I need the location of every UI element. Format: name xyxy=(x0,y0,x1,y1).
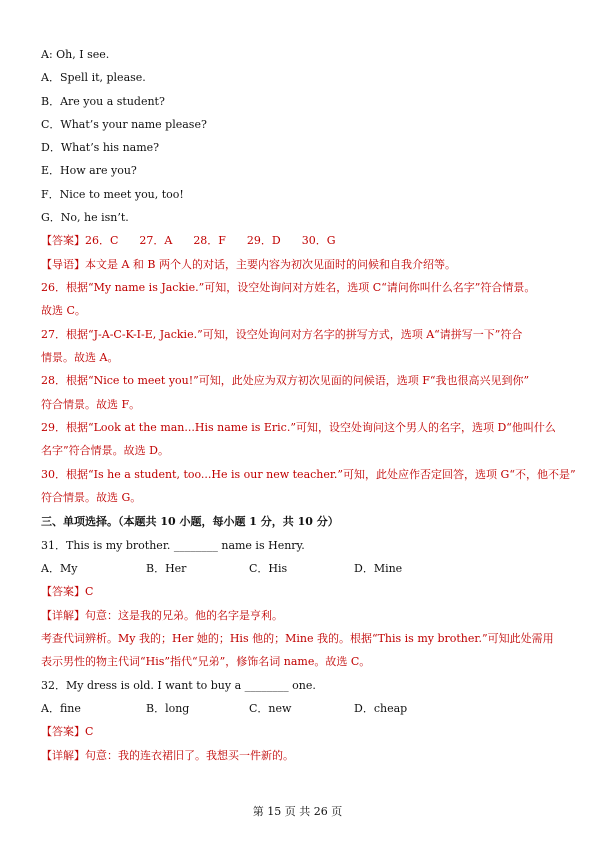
answer-line: 【答案】26．C 27．A 28．F 29．D 30．G xyxy=(41,234,336,247)
explanation-line: 29．根据“Look at the man...His name is Eric.”可知，设空处询问这个男人的名字，选项 D“他叫什么 xyxy=(41,421,556,434)
explanation-line: 符合情景。故选 G。 xyxy=(41,491,142,504)
choice-d: D．What’s his name? xyxy=(41,141,160,154)
choice-c: C．What’s your name please? xyxy=(41,118,207,131)
q31-detail: 【详解】句意：这是我的兄弟。他的名字是亨利。 xyxy=(41,609,283,622)
choice-e: E．How are you? xyxy=(41,164,137,177)
explanation-line: 28．根据“Nice to meet you!”可知，此处应为双方初次见面的问候语，选项 F“我也很高兴见到你” xyxy=(41,374,530,387)
question-32-stem: 32．My dress is old. I want to buy a ________ one. xyxy=(41,679,316,692)
explanation-line: 故选 C。 xyxy=(41,304,86,317)
section-heading: 三、单项选择。（本题共 10 小题，每小题 1 分，共 10 分） xyxy=(41,515,339,528)
question-31-stem: 31．This is my brother. ________ name is Henry. xyxy=(41,539,305,552)
q31-option-a: A．My xyxy=(41,562,78,575)
q31-option-d: D．Mine xyxy=(354,562,403,575)
q32-option-a: A．fine xyxy=(41,702,81,715)
q31-answer: 【答案】C xyxy=(41,585,94,598)
q31-option-c: C．His xyxy=(249,562,288,575)
explanation-line: 情景。故选 A。 xyxy=(41,351,119,364)
explanation-line: 27．根据“J-A-C-K-I-E, Jackie.”可知，设空处询问对方名字的拼写方式，选项 A“请拼写一下”符合 xyxy=(41,328,523,341)
explanation-line: 30．根据“Is he a student, too...He is our new teacher.”可知，此处应作否定回答，选项 G“不，他不是” xyxy=(41,468,576,481)
q32-option-b: B．long xyxy=(146,702,190,715)
choice-f: F．Nice to meet you, too! xyxy=(41,188,184,201)
q32-option-d: D．cheap xyxy=(354,702,408,715)
choice-b: B．Are you a student? xyxy=(41,95,165,108)
q32-answer: 【答案】C xyxy=(41,725,94,738)
q32-option-c: C．new xyxy=(249,702,292,715)
choice-g: G．No, he isn’t. xyxy=(41,211,129,224)
choice-a: A．Spell it, please. xyxy=(41,71,146,84)
q31-option-b: B．Her xyxy=(146,562,187,575)
explanation-line: 符合情景。故选 F。 xyxy=(41,398,141,411)
guide-line: 【导语】本文是 A 和 B 两个人的对话，主要内容为初次见面时的问候和自我介绍等。 xyxy=(41,258,457,271)
explanation-line: 名字”符合情景。故选 D。 xyxy=(41,444,169,457)
explanation-line: 26．根据“My name is Jackie.”可知，设空处询问对方姓名，选项 C“请问你叫什么名字”符合情景。 xyxy=(41,281,536,294)
q31-analysis: 考查代词辨析。My 我的；Her 她的；His 他的；Mine 我的。根据“This is my brother.”可知此处需用 xyxy=(41,632,554,645)
q32-detail: 【详解】句意：我的连衣裙旧了。我想买一件新的。 xyxy=(41,749,294,762)
q31-analysis: 表示男性的物主代词“His”指代“兄弟”，修饰名词 name。故选 C。 xyxy=(41,655,371,668)
page-footer: 第 15 页 共 26 页 xyxy=(252,805,343,818)
dialogue-end-line: A: Oh, I see. xyxy=(41,48,110,61)
